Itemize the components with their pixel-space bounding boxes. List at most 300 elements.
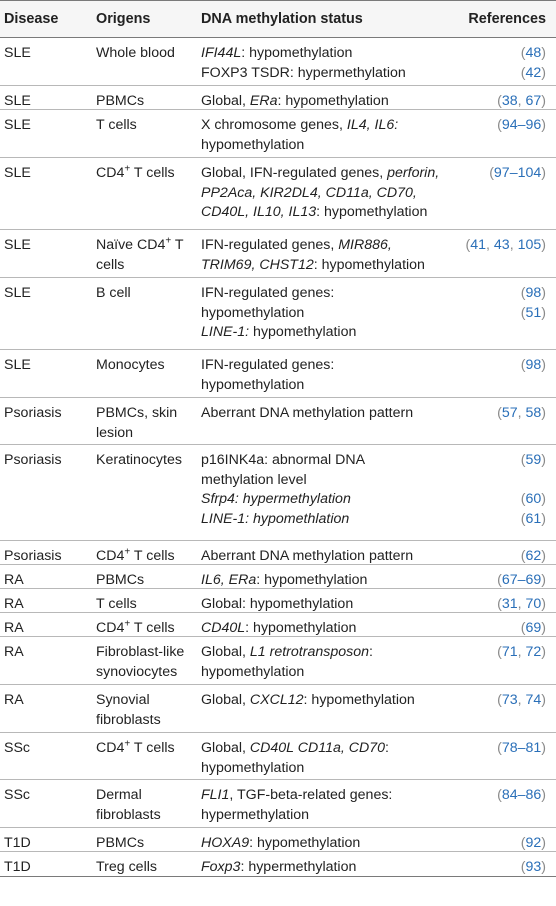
- table-row: [0, 637, 556, 685]
- reference-line: [497, 643, 546, 663]
- cell-origin: [96, 44, 175, 64]
- status-line: [201, 64, 406, 84]
- paren: (: [520, 491, 526, 507]
- reference-link[interactable]: 41: [470, 237, 487, 253]
- paren: ): [541, 165, 546, 181]
- cell-references: [521, 858, 546, 878]
- text: hypomethylation: [201, 663, 305, 680]
- reference-line: [466, 236, 546, 256]
- reference-link[interactable]: 60: [525, 491, 542, 507]
- superscript: +: [165, 235, 172, 247]
- text: T: [171, 237, 184, 253]
- reference-link[interactable]: 105: [517, 237, 542, 253]
- table-row: [0, 852, 556, 877]
- origin-line: [96, 164, 175, 184]
- status-line: [201, 256, 425, 276]
- origin-line: [96, 739, 175, 759]
- cell-references: [497, 404, 546, 424]
- cell-disease: SSc: [4, 740, 31, 756]
- text: T cells: [130, 165, 175, 181]
- cell-methylation-status: [201, 834, 360, 854]
- origin-line: [96, 547, 175, 567]
- paren: (: [520, 45, 526, 61]
- paren: (: [497, 93, 502, 109]
- status-line: [201, 759, 389, 779]
- cell-methylation-status: [201, 643, 373, 682]
- cell-references: [497, 571, 546, 591]
- cell-methylation-status: [201, 92, 389, 112]
- italic-text: LINE-1:: [201, 324, 250, 340]
- separator: ,: [517, 596, 526, 612]
- paren: (: [497, 117, 502, 133]
- paren: (: [497, 596, 502, 612]
- status-line: [201, 547, 413, 567]
- table-row: [0, 350, 556, 398]
- cell-methylation-status: [201, 858, 356, 878]
- cell-references: [497, 786, 546, 806]
- cell-disease: RA: [4, 692, 24, 708]
- status-line: [201, 323, 356, 343]
- cell-references: [497, 739, 546, 759]
- cell-methylation-status: [201, 619, 356, 639]
- header-disease: Disease: [4, 11, 59, 27]
- status-line: [201, 858, 356, 878]
- text: Aberrant DNA methylation pattern: [201, 405, 414, 421]
- italic-text: IFI44L: [201, 45, 242, 61]
- italic-text: TRIM69, CHST12: [201, 256, 314, 273]
- italic-text: ERa: [249, 93, 278, 109]
- reference-line: [497, 595, 546, 615]
- italic-text: Sfrp4: hypermethylation: [201, 491, 351, 507]
- cell-disease: SLE: [4, 117, 31, 133]
- reference-link[interactable]: 72: [525, 644, 542, 660]
- cell-references: [521, 547, 546, 567]
- reference-link[interactable]: 67: [525, 93, 542, 109]
- cell-origin: [96, 643, 184, 682]
- origin-line: T cells: [96, 596, 137, 612]
- paren: ): [541, 491, 546, 507]
- paren: ): [541, 45, 546, 61]
- reference-line: [497, 691, 546, 711]
- text: :: [369, 644, 373, 660]
- text: p16INK4a: abnormal DNA: [201, 452, 366, 468]
- paren: ): [541, 357, 546, 373]
- paren: ): [541, 237, 546, 253]
- text: CD4: [96, 165, 125, 181]
- paren: (: [520, 510, 526, 527]
- origin-line: Treg cells: [96, 859, 157, 875]
- status-line: [201, 451, 365, 471]
- superscript: +: [124, 546, 131, 558]
- text: IFN-regulated genes,: [201, 237, 339, 253]
- paren: ): [541, 548, 546, 564]
- cell-origin: [96, 404, 177, 443]
- origin-line: lesion: [96, 424, 134, 441]
- status-line: [201, 786, 392, 806]
- table-row: [0, 398, 556, 445]
- status-line: [201, 164, 439, 184]
- origin-line: Keratinocytes: [96, 452, 182, 468]
- separator: ,: [517, 644, 526, 660]
- reference-link[interactable]: 57: [501, 405, 518, 421]
- cell-references: [497, 691, 546, 711]
- cell-disease: SLE: [4, 165, 31, 181]
- cell-disease: Psoriasis: [4, 452, 62, 468]
- text: : hypomethylation: [256, 572, 368, 588]
- cell-methylation-status: [201, 236, 425, 275]
- table-row: [0, 278, 556, 350]
- origin-line: Monocytes: [96, 357, 165, 373]
- reference-line: [497, 739, 546, 759]
- status-line: [201, 471, 365, 491]
- text: : hypermethylation: [240, 859, 357, 875]
- cell-references: [521, 356, 546, 376]
- text: T cells: [130, 740, 175, 756]
- origin-line: PBMCs, skin: [96, 405, 178, 421]
- origin-line: T cells: [96, 117, 137, 133]
- cell-references: [497, 116, 546, 136]
- status-line: [201, 619, 356, 639]
- paren: (: [520, 835, 526, 851]
- status-line: [201, 510, 365, 530]
- paren: ): [541, 572, 546, 588]
- superscript: +: [124, 618, 131, 630]
- status-line: [201, 236, 425, 256]
- table-row: [0, 685, 556, 733]
- paren: ): [541, 835, 546, 851]
- text: , TGF-beta-related genes:: [229, 787, 393, 803]
- paren: ): [541, 692, 546, 708]
- cell-methylation-status: [201, 739, 389, 778]
- cell-methylation-status: [201, 595, 353, 615]
- reference-line: [521, 284, 546, 304]
- cell-methylation-status: [201, 571, 367, 591]
- reference-link[interactable]: 78–81: [501, 740, 542, 756]
- reference-line: [497, 786, 546, 806]
- cell-origin: [96, 284, 131, 304]
- paren: (: [520, 548, 526, 564]
- cell-origin: [96, 595, 137, 615]
- separator: ,: [517, 692, 526, 708]
- table-row: [0, 565, 556, 589]
- reference-link[interactable]: 67–69: [501, 572, 542, 588]
- paren: (: [497, 692, 502, 708]
- reference-link[interactable]: 71: [501, 644, 518, 660]
- text: : hypomethylation: [245, 620, 357, 636]
- cell-methylation-status: [201, 116, 398, 155]
- reference-line: [521, 858, 546, 878]
- cell-references: [521, 619, 546, 639]
- status-line: [201, 691, 415, 711]
- reference-link[interactable]: 59: [525, 452, 542, 468]
- status-line: [201, 304, 356, 324]
- reference-link[interactable]: 61: [525, 510, 542, 527]
- superscript: +: [124, 738, 131, 750]
- text: T cells: [130, 620, 175, 636]
- header-references: References: [468, 11, 546, 27]
- table-row: [0, 158, 556, 230]
- paren: ): [541, 859, 546, 875]
- table-header: [0, 0, 556, 38]
- text: : hypomethylation: [303, 692, 415, 708]
- cell-methylation-status: [201, 404, 413, 424]
- paren: (: [497, 405, 502, 421]
- cell-methylation-status: [201, 547, 413, 567]
- reference-link[interactable]: 98: [525, 285, 542, 301]
- italic-text: CD40L: [201, 620, 246, 636]
- text: Global: hypomethylation: [201, 596, 354, 612]
- paren: (: [497, 644, 502, 660]
- cell-origin: [96, 116, 137, 136]
- italic-text: PP2Aca, KIR2DL4, CD11a, CD70,: [201, 184, 417, 201]
- cell-disease: SLE: [4, 45, 31, 61]
- cell-methylation-status: [201, 284, 356, 343]
- table-row: [0, 589, 556, 613]
- paren: (: [520, 859, 526, 875]
- reference-link[interactable]: 43: [493, 237, 510, 253]
- reference-link[interactable]: 69: [525, 620, 542, 636]
- text: : hypomethylation: [313, 256, 425, 273]
- text: IFN-regulated genes:: [201, 285, 335, 301]
- cell-disease: Psoriasis: [4, 548, 62, 564]
- reference-link[interactable]: 73: [501, 692, 518, 708]
- origin-line: fibroblasts: [96, 806, 161, 823]
- cell-methylation-status: [201, 786, 392, 825]
- text: hypomethylation: [201, 136, 305, 153]
- table-row: [0, 86, 556, 110]
- text: FOXP3 TSDR: hypermethylation: [201, 64, 406, 81]
- origin-line: Whole blood: [96, 45, 175, 61]
- cell-origin: [96, 739, 175, 759]
- header-origins: Origens: [96, 11, 151, 27]
- cell-references: [497, 92, 546, 112]
- cell-references: [521, 44, 546, 83]
- origin-line: [96, 619, 175, 639]
- text: IFN-regulated genes:: [201, 357, 335, 373]
- text: Naïve CD4: [96, 237, 166, 253]
- text: hypomethylation: [201, 759, 305, 776]
- reference-link[interactable]: 94–96: [501, 117, 542, 133]
- cell-references: [497, 643, 546, 663]
- text: hypomethylation: [201, 304, 305, 321]
- paren: ): [541, 596, 546, 612]
- reference-line: [521, 356, 546, 376]
- italic-text: HOXA9: [201, 835, 250, 851]
- status-line: [201, 490, 365, 510]
- reference-line: [497, 404, 546, 424]
- text: : hypomethylation: [277, 93, 389, 109]
- status-line: [201, 356, 334, 376]
- reference-link[interactable]: 42: [525, 64, 542, 81]
- reference-link[interactable]: 58: [525, 405, 542, 421]
- cell-references: [521, 834, 546, 854]
- cell-disease: T1D: [4, 835, 31, 851]
- text: hypomethylation: [249, 324, 357, 340]
- cell-origin: [96, 164, 175, 184]
- reference-line: [521, 834, 546, 854]
- cell-methylation-status: [201, 451, 365, 529]
- separator: ,: [509, 237, 518, 253]
- cell-disease: SLE: [4, 357, 31, 373]
- reference-link[interactable]: 51: [525, 304, 542, 321]
- paren: ): [541, 304, 546, 321]
- cell-disease: SLE: [4, 93, 31, 109]
- text: : hypomethylation: [241, 45, 353, 61]
- italic-text: perforin,: [387, 165, 440, 181]
- reference-link[interactable]: 84–86: [501, 787, 542, 803]
- paren: ): [541, 644, 546, 660]
- cell-origin: [96, 691, 161, 730]
- reference-line: [497, 116, 546, 136]
- reference-link[interactable]: 70: [525, 596, 542, 612]
- italic-text: CD40L, IL10, IL13: [201, 204, 317, 220]
- origin-line: PBMCs: [96, 835, 145, 851]
- cell-methylation-status: [201, 691, 415, 711]
- paren: (: [520, 304, 526, 321]
- status-line: [201, 376, 334, 396]
- reference-line: [521, 64, 546, 84]
- reference-line: [521, 304, 546, 324]
- text: : hypomethylation: [249, 835, 361, 851]
- origin-line: Synovial: [96, 692, 150, 708]
- paren: ): [541, 620, 546, 636]
- cell-disease: RA: [4, 644, 24, 660]
- paren: ): [541, 452, 546, 468]
- cell-origin: [96, 547, 175, 567]
- cell-references: [497, 595, 546, 615]
- cell-methylation-status: [201, 164, 439, 223]
- status-line: [201, 595, 353, 615]
- text: :: [385, 740, 389, 756]
- reference-link[interactable]: 31: [501, 596, 518, 612]
- italic-text: FLI1: [201, 787, 230, 803]
- reference-line: [497, 571, 546, 591]
- origin-line: fibroblasts: [96, 711, 161, 728]
- paren: (: [497, 740, 502, 756]
- italic-text: CXCL12: [249, 692, 304, 708]
- status-line: [201, 404, 413, 424]
- table-row: [0, 230, 556, 278]
- paren: ): [541, 405, 546, 421]
- cell-origin: [96, 356, 165, 376]
- origin-line: [96, 236, 184, 256]
- reference-link[interactable]: 98: [525, 357, 542, 373]
- status-line: [201, 284, 356, 304]
- cell-origin: [96, 858, 157, 878]
- paren: (: [489, 165, 494, 181]
- paren: ): [541, 93, 546, 109]
- cell-origin: [96, 786, 161, 825]
- cell-references: [489, 164, 546, 184]
- paren: ): [541, 510, 546, 527]
- cell-origin: [96, 619, 175, 639]
- cell-disease: SSc: [4, 787, 31, 803]
- paren: ): [541, 117, 546, 133]
- header-methylation-status: DNA methylation status: [201, 11, 363, 27]
- status-line: [201, 184, 439, 204]
- reference-link[interactable]: 74: [525, 692, 542, 708]
- cell-origin: [96, 236, 184, 275]
- origin-line: Dermal: [96, 787, 142, 803]
- reference-line: [521, 44, 546, 64]
- status-line: [201, 806, 392, 826]
- cell-disease: RA: [4, 572, 24, 588]
- paren: (: [520, 64, 526, 81]
- text: Aberrant DNA methylation pattern: [201, 548, 414, 564]
- reference-line: [521, 619, 546, 639]
- text: hypermethylation: [201, 806, 310, 823]
- table-row: [0, 733, 556, 780]
- reference-link[interactable]: 97–104: [493, 165, 542, 181]
- reference-link[interactable]: 93: [525, 859, 542, 875]
- cell-origin: [96, 92, 144, 112]
- table-row: [0, 541, 556, 565]
- paren: (: [520, 357, 526, 373]
- status-line: [201, 136, 398, 156]
- status-line: [201, 571, 367, 591]
- origin-line: cells: [96, 256, 125, 273]
- reference-line: [521, 471, 546, 491]
- reference-line: [497, 92, 546, 112]
- superscript: +: [124, 163, 131, 175]
- reference-link[interactable]: 48: [525, 45, 542, 61]
- separator: ,: [517, 405, 526, 421]
- status-line: [201, 116, 398, 136]
- text: Global,: [201, 644, 250, 660]
- paren: ): [541, 787, 546, 803]
- paren: ): [541, 64, 546, 81]
- text: CD4: [96, 548, 125, 564]
- status-line: [201, 92, 389, 112]
- cell-origin: [96, 451, 182, 471]
- reference-line: [521, 490, 546, 510]
- paren: (: [520, 452, 526, 468]
- reference-line: [489, 164, 546, 184]
- reference-line: [521, 451, 546, 471]
- paren: ): [541, 285, 546, 301]
- cell-disease: T1D: [4, 859, 31, 875]
- status-line: [201, 834, 360, 854]
- text: Global,: [201, 740, 250, 756]
- paren: (: [520, 285, 526, 301]
- text: : hypomethylation: [316, 204, 428, 220]
- text: CD4: [96, 740, 125, 756]
- paren: ): [541, 740, 546, 756]
- text: methylation level: [201, 471, 307, 488]
- cell-references: [466, 236, 546, 256]
- table-row: [0, 828, 556, 852]
- reference-link[interactable]: 92: [525, 835, 542, 851]
- reference-link[interactable]: 38: [501, 93, 518, 109]
- table-row: [0, 445, 556, 541]
- cell-disease: Psoriasis: [4, 405, 62, 421]
- origin-line: PBMCs: [96, 93, 145, 109]
- cell-references: [521, 451, 546, 529]
- italic-text: LINE-1: hypomethlation: [201, 510, 350, 527]
- status-line: [201, 44, 406, 64]
- text: Global, IFN-regulated genes,: [201, 165, 388, 181]
- text: T cells: [130, 548, 175, 564]
- text: Global,: [201, 93, 250, 109]
- separator: ,: [517, 93, 526, 109]
- origin-line: Fibroblast-like: [96, 644, 185, 660]
- reference-link[interactable]: 62: [525, 548, 542, 564]
- reference-line: [521, 510, 546, 530]
- status-line: [201, 739, 389, 759]
- cell-origin: [96, 834, 144, 854]
- status-line: [201, 643, 373, 663]
- cell-methylation-status: [201, 44, 406, 83]
